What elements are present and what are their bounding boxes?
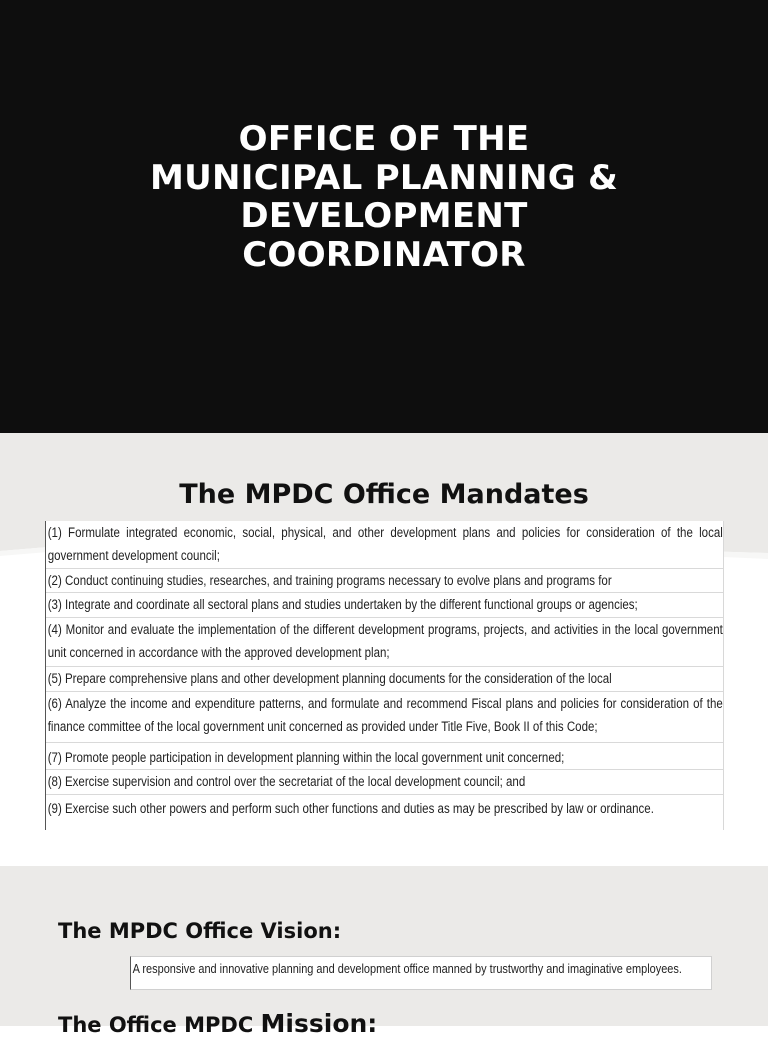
mandate-item <box>46 797 723 821</box>
vision-mission-slide <box>0 841 768 1038</box>
mandate-text: (4) Monitor and evaluate the implementation of the different development programs, projects, and activities in the local government unit concerned in accordance with the approved development plan; <box>47 622 723 660</box>
title-line: DEVELOPMENT <box>240 196 528 236</box>
title-slide <box>0 0 768 433</box>
mandate-item <box>46 521 723 569</box>
vision-heading: The MPDC Office Vision: <box>58 919 342 943</box>
mandates-heading: The MPDC Office Mandates <box>179 479 589 510</box>
mandate-item <box>46 618 723 667</box>
mandate-item <box>46 569 723 593</box>
mandate-text: (3) Integrate and coordinate all sectoral plans and studies undertaken by the different functional groups or agencies; <box>47 597 638 612</box>
vision-statement: A responsive and innovative planning and development office manned by trustworthy and imaginative employees. <box>132 961 682 976</box>
mandate-item <box>46 770 723 795</box>
title-line: MUNICIPAL PLANNING & <box>149 157 619 198</box>
mandate-text: (8) Exercise supervision and control over the secretariat of the local development council; and <box>47 774 526 789</box>
mandate-text: (1) Formulate integrated economic, social, physical, and other development plans and policies for consideration of the local government development council; <box>47 525 723 563</box>
title-line: OFFICE OF THE <box>238 119 530 159</box>
mission-heading-part1: The Office MPDC <box>58 1013 261 1037</box>
mission-heading-part2: Mission: <box>260 1009 378 1038</box>
mandate-text: (2) Conduct continuing studies, researches, and training programs necessary to evolve plans and programs for <box>47 573 612 588</box>
mandate-item <box>46 692 723 743</box>
paper-background <box>0 866 768 1026</box>
mandate-text: (7) Promote people participation in development planning within the local government unit concerned; <box>47 750 565 765</box>
mandate-text: (9) Exercise such other powers and perform such other functions and duties as may be prescribed by law or ordinance. <box>47 801 654 816</box>
mandate-item <box>46 667 723 692</box>
mandate-text: (5) Prepare comprehensive plans and other development planning documents for the consideration of the local <box>47 671 612 686</box>
slide-title <box>0 120 768 274</box>
vision-statement-box <box>130 956 712 990</box>
mandate-item <box>46 593 723 618</box>
mandates-table <box>45 521 724 830</box>
mandates-slide <box>0 433 768 841</box>
mandate-item <box>46 746 723 770</box>
mandate-text: (6) Analyze the income and expenditure patterns, and formulate and recommend Fiscal plans and policies for consideration of the finance committee of the local government unit concerned as provided under Title Five, Book II of this Code; <box>47 696 723 734</box>
mission-heading <box>58 1009 377 1038</box>
title-line: COORDINATOR <box>242 234 526 275</box>
